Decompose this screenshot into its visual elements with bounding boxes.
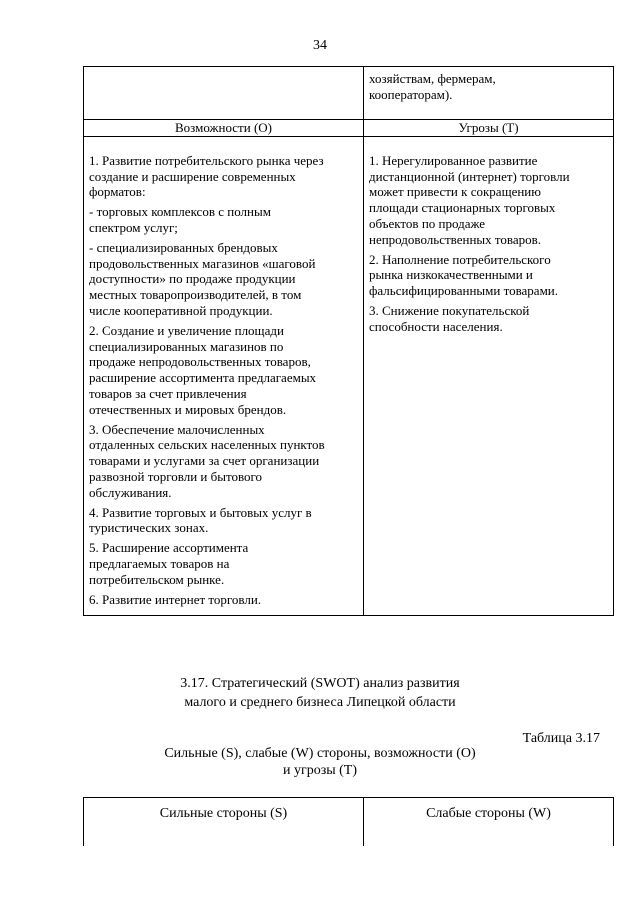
item-line: 5. Расширение ассортимента [89,540,249,556]
section-title [0,674,640,712]
item-line: местных товаропроизводителей, в том [89,287,302,303]
text-line: хозяйствам, фермерам, [369,71,496,86]
header-row [84,120,614,137]
list-item [89,240,358,319]
swot-table-continued [83,66,614,616]
opportunities-header: Возможности (О) [84,120,364,137]
item-line: фальсифицированными товарами. [369,283,559,299]
continuation-row [84,67,614,120]
text-line: кооператорам). [369,86,453,102]
list-item [89,204,358,236]
item-line: непродовольственных товаров. [369,231,542,247]
item-line: 3. Обеспечение малочисленных [89,421,265,437]
list-item [369,252,608,299]
list-item [89,592,358,608]
threats-cell [364,136,614,616]
list-item [369,303,608,335]
item-line: товаров за счет привлечения [89,385,247,401]
item-line: создание и расширение современных [89,168,296,184]
item-line: обслуживания. [89,484,172,500]
table-caption [0,745,640,779]
content-row [84,136,614,616]
item-line: дистанционной (интернет) торговли [369,168,570,184]
list-item [89,153,358,200]
item-line: способности населения. [369,318,503,334]
item-line: площади стационарных торговых [369,200,556,216]
item-line: продовольственных магазинов «шаговой [89,255,316,271]
text-line: и угрозы (Т) [282,763,358,778]
opportunities-cell [84,136,364,616]
swot-table-sme [83,797,614,846]
list-item [369,153,608,248]
list-item [89,540,358,587]
text-line: малого и среднего бизнеса Липецкой области [184,695,456,710]
item-line: рынка низкокачественными и [369,267,533,283]
item-line: расширение ассортимента предлагаемых [89,370,317,386]
item-line: 1. Развитие потребительского рынка через [89,152,324,168]
item-line: объектов по продаже [369,215,486,231]
list-item [89,422,358,501]
item-line: 2. Создание и увеличение площади [89,322,284,338]
item-line: 1. Нерегулированное развитие [369,152,538,168]
threats-header: Угрозы (Т) [364,120,614,137]
continuation-left-cell [84,67,364,120]
item-line: - специализированных брендовых [89,239,278,255]
weaknesses-header: Слабые стороны (W) [364,798,614,847]
text-line: Сильные (S), слабые (W) стороны, возможности (О) [164,746,476,761]
list-item [89,323,358,418]
item-line: числе кооперативной продукции. [89,302,273,318]
item-line: 6. Развитие интернет торговли. [89,591,262,607]
item-line: доступности» по продаже продукции [89,271,296,287]
item-line: 3. Снижение покупательской [369,302,530,318]
list-item [89,505,358,537]
item-line: 4. Развитие торговых и бытовых услуг в [89,504,312,520]
continuation-right-cell [364,67,614,120]
text-line: 3.17. Стратегический (SWOT) анализ развития [180,676,460,691]
item-line: 2. Наполнение потребительского [369,251,551,267]
strengths-header: Сильные стороны (S) [84,798,364,847]
item-line: отечественных и мировых брендов. [89,401,287,417]
item-line: продаже непродовольственных товаров, [89,354,311,370]
item-line: специализированных магазинов по [89,338,284,354]
table-label: Таблица 3.17 [522,731,600,746]
item-line: отдаленных сельских населенных пунктов [89,437,325,453]
item-line: предлагаемых товаров на [89,555,230,571]
page-number: 34 [313,38,327,53]
item-line: может привести к сокращению [369,184,541,200]
item-line: форматов: [89,184,146,200]
item-line: потребительском рынке. [89,571,225,587]
item-line: - торговых комплексов с полным [89,204,271,220]
item-line: развозной торговли и бытового [89,468,263,484]
item-line: спектром услуг; [89,219,178,235]
item-line: туристических зонах. [89,520,209,536]
item-line: товарами и услугами за счет организации [89,453,320,469]
header-row [84,798,614,847]
